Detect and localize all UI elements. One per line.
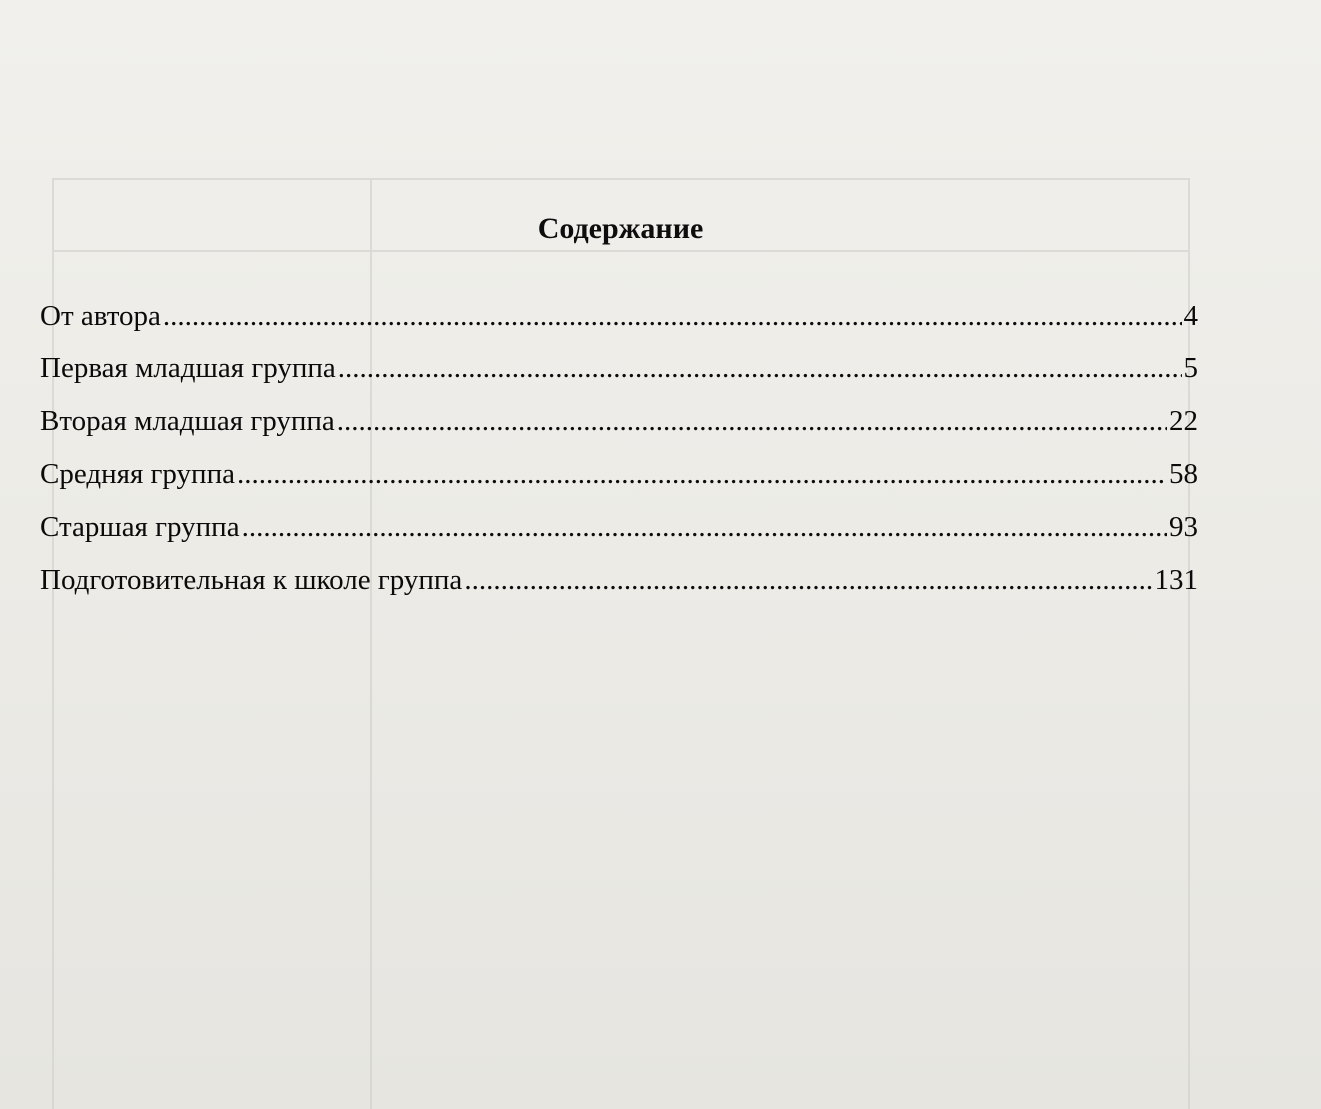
table-of-contents [40,300,1198,615]
toc-entry [40,511,1198,562]
toc-entry [40,300,1198,351]
dot-leader [337,405,1167,438]
toc-entry-label: Первая младшая группа [40,352,336,384]
toc-entry-page: 93 [1169,511,1198,543]
toc-entry-page: 58 [1169,458,1198,490]
toc-heading: Содержание [537,212,704,245]
dot-leader [242,511,1167,544]
toc-entry-label: Старшая группа [40,511,240,543]
toc-entry [40,458,1198,509]
dot-leader [163,300,1182,333]
toc-entry-label: Вторая младшая группа [40,405,335,437]
toc-entry [40,564,1198,615]
toc-entry-label: От автора [40,300,161,332]
toc-entry-label: Подготовительная к школе группа [40,564,463,596]
dot-leader [338,352,1182,385]
toc-entry-page: 5 [1183,352,1198,384]
dot-leader [237,458,1167,491]
toc-entry [40,405,1198,456]
toc-entry [40,352,1198,403]
toc-entry-page: 22 [1169,405,1198,437]
dot-leader [464,564,1152,597]
toc-entry-page: 4 [1183,300,1198,332]
toc-entry-label: Средняя группа [40,458,235,490]
toc-entry-page: 131 [1154,564,1198,596]
